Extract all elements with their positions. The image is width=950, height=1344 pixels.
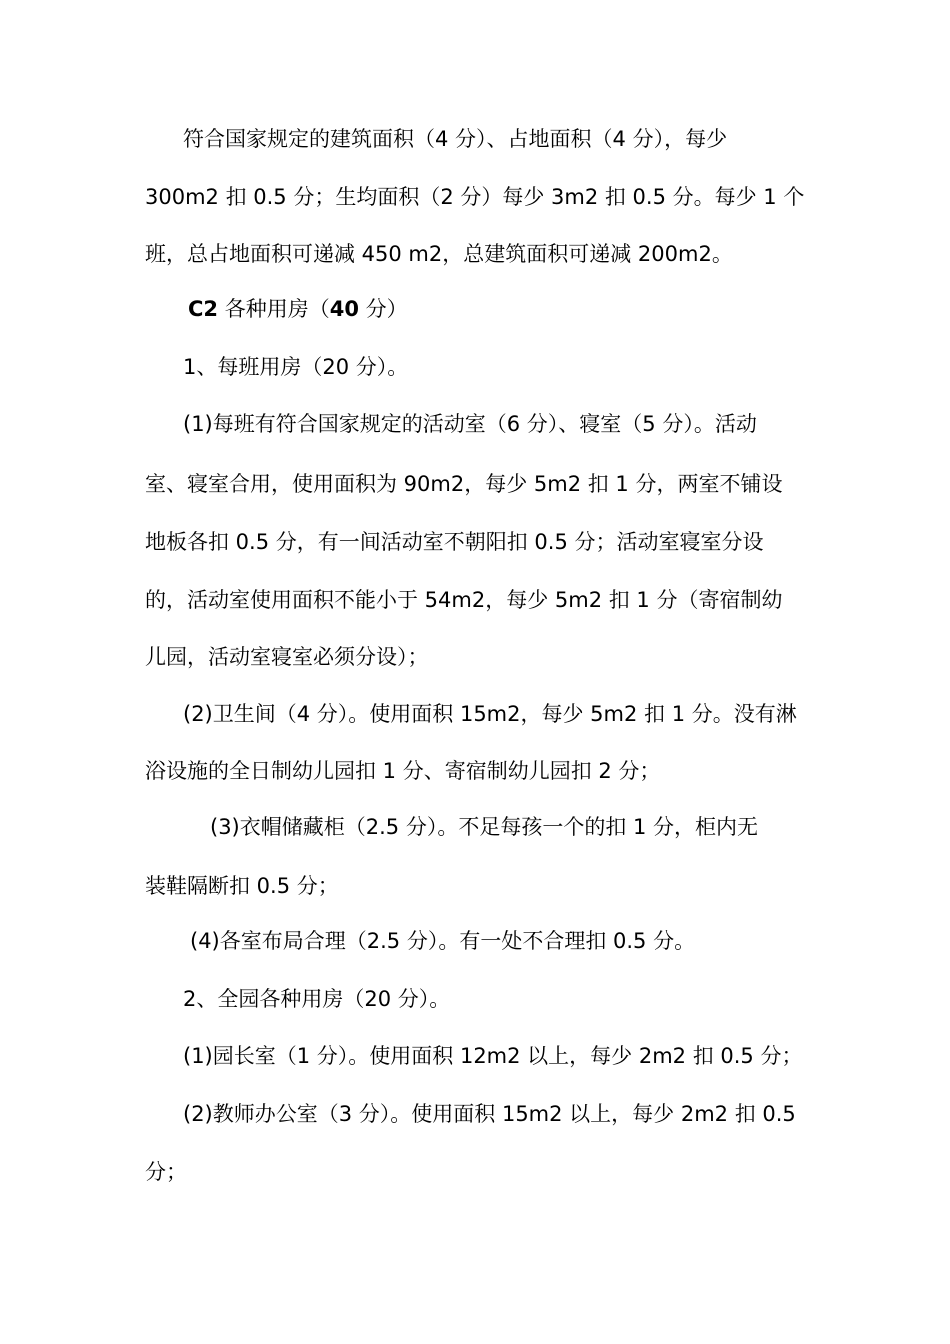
- paragraph-line: 浴设施的全日制幼儿园扣 1 分、寄宿制幼儿园扣 2 分；: [145, 759, 661, 783]
- paragraph-line: (1)每班有符合国家规定的活动室（6 分）、寝室（5 分）。活动: [183, 412, 757, 436]
- section-heading: [188, 294, 408, 324]
- subsection-heading: 2、全园各种用房（20 分）。: [183, 987, 451, 1011]
- paragraph-line: (1)园长室（1 分）。使用面积 12m2 以上，每少 2m2 扣 0.5 分；: [183, 1044, 803, 1068]
- paragraph-line: 符合国家规定的建筑面积（4 分）、占地面积（4 分），每少: [183, 127, 728, 151]
- paragraph-line: 室、寝室合用，使用面积为 90m2，每少 5m2 扣 1 分，两室不铺设: [145, 472, 783, 496]
- paragraph-line: (4)各室布局合理（2.5 分）。有一处不合理扣 0.5 分。: [190, 929, 696, 953]
- paragraph-line: 300m2 扣 0.5 分；生均面积（2 分）每少 3m2 扣 0.5 分。每少 1 个: [145, 185, 805, 209]
- paragraph-line: 儿园，活动室寝室必须分设）；: [145, 645, 429, 669]
- section-code: C2: [188, 297, 219, 321]
- paragraph-line: 分；: [145, 1160, 187, 1184]
- section-points: 40: [329, 297, 359, 321]
- paragraph-line: 装鞋隔断扣 0.5 分；: [145, 874, 339, 898]
- paragraph-line: 班，总占地面积可递减 450 m2，总建筑面积可递减 200m2。: [145, 242, 733, 266]
- section-title: 各种用房（: [218, 297, 330, 321]
- paragraph-line: 的，活动室使用面积不能小于 54m2，每少 5m2 扣 1 分（寄宿制幼: [145, 588, 783, 612]
- section-title-end: 分）: [358, 297, 408, 321]
- paragraph-line: (3)衣帽储藏柜（2.5 分）。不足每孩一个的扣 1 分，柜内无: [210, 815, 759, 839]
- paragraph-line: 地板各扣 0.5 分，有一间活动室不朝阳扣 0.5 分；活动室寝室分设: [145, 530, 764, 554]
- subsection-heading: 1、每班用房（20 分）。: [183, 355, 409, 379]
- paragraph-line: (2)教师办公室（3 分）。使用面积 15m2 以上，每少 2m2 扣 0.5: [183, 1102, 796, 1126]
- paragraph-line: (2)卫生间（4 分）。使用面积 15m2，每少 5m2 扣 1 分。没有淋: [183, 702, 797, 726]
